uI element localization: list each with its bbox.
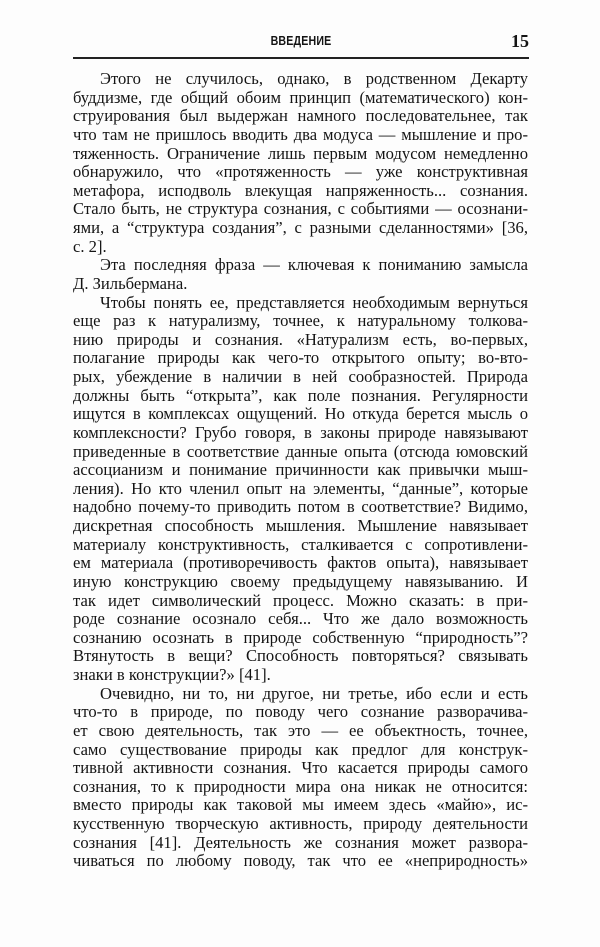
- text-line: знаки в конструкции?» [41].: [73, 665, 271, 684]
- text-line: сознания, то к природности мира она никак не относится:: [73, 776, 528, 796]
- running-title: ВВЕДЕНИЕ: [270, 34, 332, 48]
- text-line: рых, убеждение в наличии в ней сообразностей. Природа: [73, 367, 528, 386]
- text-line: дискретная способность мышления. Мышление навязывает: [73, 516, 528, 535]
- paragraph: [73, 294, 528, 685]
- text-line: материалу конструктивность, сталкивается с сопротивлени-: [73, 534, 528, 554]
- text-line: Этого не случилось, однако, в родственном Декарту: [100, 69, 528, 88]
- text-line: надобно почему-то приводить потом в соответствие? Видимо,: [73, 497, 528, 517]
- text-line: иную конструкцию своему предыдущему навязыванию. И: [73, 571, 528, 591]
- text-line: Д. Зильбермана.: [73, 273, 188, 293]
- paragraph: [73, 70, 528, 256]
- text-line: ассоцианизм и понимание причинности как привычки мыш-: [73, 460, 528, 480]
- text-line: роде сознание осознало себя... Что же дало возможность: [73, 609, 528, 629]
- header-rule: [73, 57, 529, 59]
- text-line: само существование природы как предлог для конструк-: [73, 739, 528, 759]
- text-line: с. 2].: [73, 236, 107, 256]
- text-line: комплексности? Грубо говоря, в законы природе навязывают: [73, 422, 528, 442]
- text-line: что там не пришлось вводить два модуса — мышление и про-: [73, 124, 528, 144]
- page-body-text: [73, 70, 528, 871]
- text-line: Втянутость в вещи? Способность повторяться? связывать: [73, 646, 528, 666]
- text-line: нию природы и сознания. «Натурализм есть, во-первых,: [73, 329, 528, 349]
- paragraph: [73, 256, 528, 293]
- text-line: еще раз к натурализму, точнее, к натуральному толкова-: [73, 311, 528, 331]
- text-line: чиваться по любому поводу, так что ее «неприродность»: [73, 851, 528, 871]
- text-line: сознания [41]. Деятельность же сознания может развора-: [73, 832, 528, 852]
- text-line: сознанию осознать в природе собственную “природность”?: [73, 627, 528, 647]
- text-line: обнаружило, что «протяженность — уже конструктивная: [73, 162, 528, 182]
- text-line: струирования был выдержан намного последовательнее, так: [73, 106, 528, 126]
- text-line: буддизме, где общий обоим принцип (математического) кон-: [73, 87, 528, 107]
- text-line: что-то в природе, по поводу чего сознание разворачива-: [73, 702, 528, 722]
- text-line: Чтобы понять ее, представляется необходимым вернуться: [100, 292, 528, 312]
- text-line: кусственную творческую активность, природу деятельности: [73, 814, 528, 833]
- text-line: тяженность. Ограничение лишь первым модусом немедленно: [73, 143, 528, 163]
- text-line: вместо природы как таковой мы имеем здесь «майю», ис-: [73, 795, 528, 815]
- text-line: ления). Но кто членил опыт на элементы, “данные”, которые: [73, 478, 528, 498]
- text-line: Стало быть, не структура сознания, с событиями — осознани-: [73, 199, 528, 219]
- page-number: 15: [511, 31, 529, 51]
- text-line: приведенные в соответствие данные опыта (отсюда юмовский: [73, 441, 528, 461]
- text-line: ищутся в комплексах ощущений. Но откуда берется мысль о: [73, 404, 528, 424]
- running-header: [73, 32, 529, 56]
- text-line: ет свою деятельность, так это — ее объектность, точнее,: [73, 720, 528, 740]
- text-line: ями, а “структура создания”, с разными сделанностями» [36,: [73, 218, 528, 237]
- text-line: метафора, исподволь влекущая напряженность... сознания.: [73, 180, 528, 200]
- text-line: Эта последняя фраза — ключевая к пониманию замысла: [100, 255, 528, 275]
- text-line: так идет символический процесс. Можно сказать: в при-: [73, 590, 528, 610]
- text-line: должны быть “открыта”, как поле познания. Регулярности: [73, 385, 528, 405]
- text-line: полагание природы как чего-то открытого опыту; во-вто-: [73, 348, 528, 368]
- text-line: Очевидно, ни то, ни другое, ни третье, ибо если и есть: [100, 683, 528, 703]
- text-line: тивной активности сознания. Что касается природы самого: [73, 758, 528, 778]
- text-line: ем материала (противоречивость фактов опыта), навязывает: [73, 553, 528, 573]
- paragraph: [73, 685, 528, 871]
